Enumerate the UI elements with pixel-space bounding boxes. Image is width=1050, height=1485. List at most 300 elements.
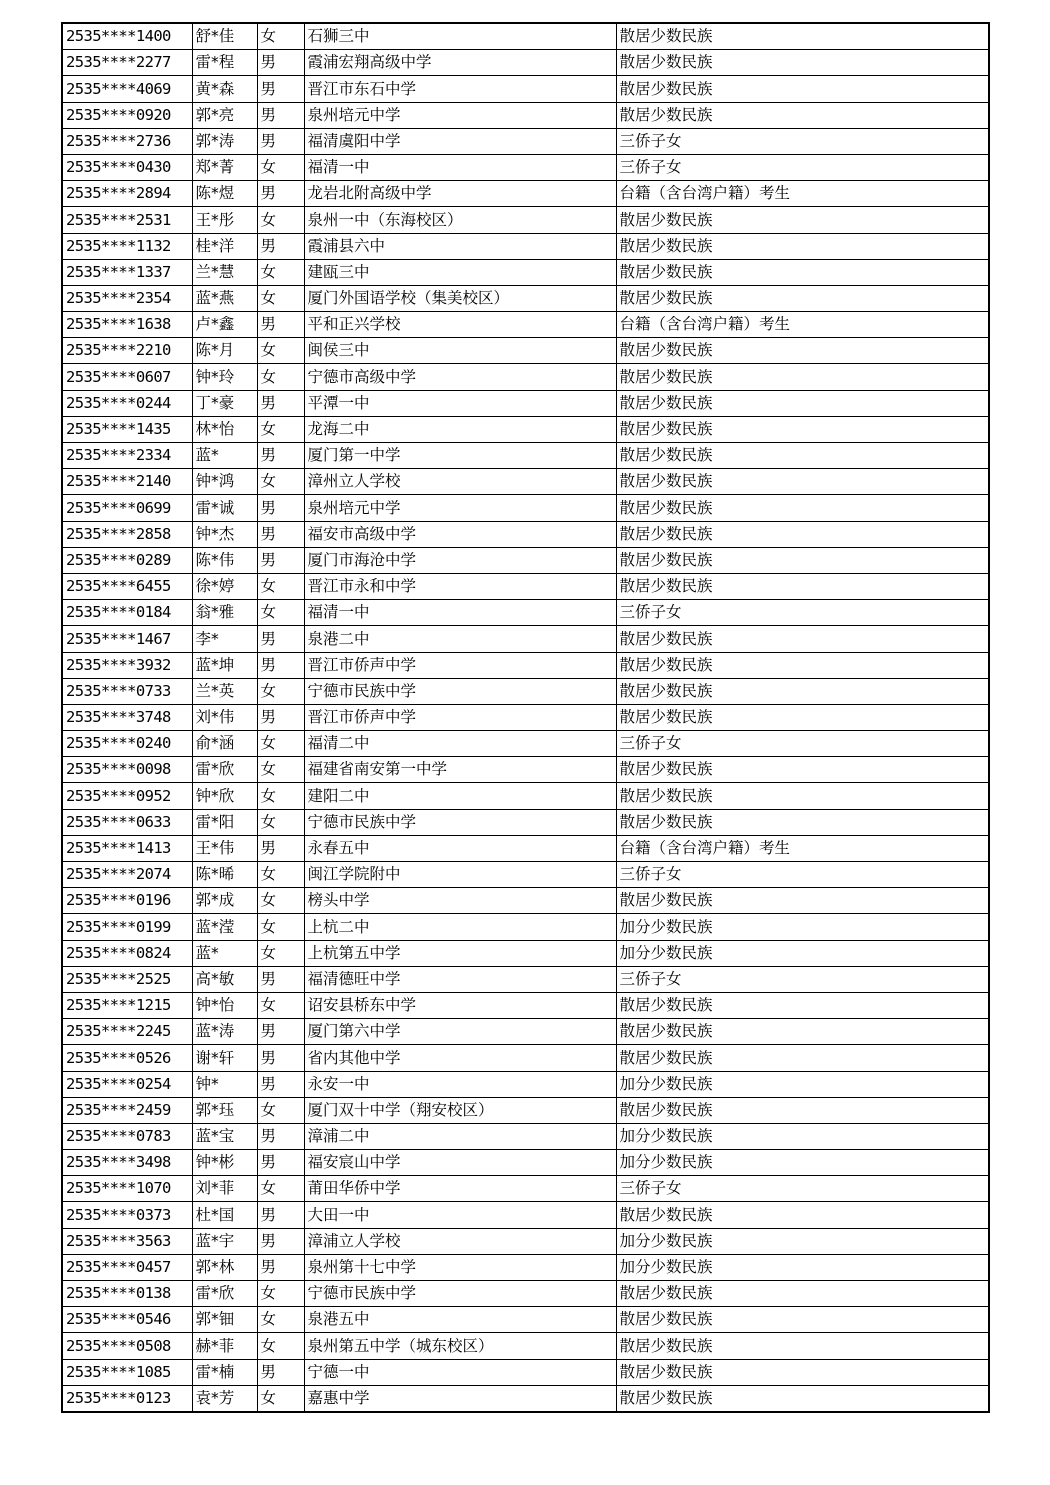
table-row — [62, 154, 989, 180]
category-cell: 三侨子女 — [616, 862, 989, 888]
school-cell: 厦门第一中学 — [304, 443, 616, 469]
table-row — [62, 1333, 989, 1359]
category-cell: 散居少数民族 — [616, 992, 989, 1018]
school-cell: 泉州培元中学 — [304, 102, 616, 128]
gender-cell: 男 — [257, 443, 304, 469]
name-cell: 陈*月 — [192, 338, 257, 364]
gender-cell: 女 — [257, 940, 304, 966]
gender-cell: 女 — [257, 1281, 304, 1307]
category-cell: 加分少数民族 — [616, 1123, 989, 1149]
school-cell: 宁德市高级中学 — [304, 364, 616, 390]
table-row — [62, 1045, 989, 1071]
gender-cell: 男 — [257, 547, 304, 573]
name-cell: 刘*菲 — [192, 1176, 257, 1202]
table-row — [62, 443, 989, 469]
name-cell: 兰*慧 — [192, 259, 257, 285]
category-cell: 散居少数民族 — [616, 757, 989, 783]
table-row — [62, 1281, 989, 1307]
table-row — [62, 1359, 989, 1385]
name-cell: 蓝*坤 — [192, 652, 257, 678]
table-row — [62, 783, 989, 809]
exam-id-cell: 2535****0508 — [62, 1333, 192, 1359]
name-cell: 蓝*宝 — [192, 1123, 257, 1149]
category-cell: 散居少数民族 — [616, 652, 989, 678]
exam-id-cell: 2535****2334 — [62, 443, 192, 469]
table-row — [62, 809, 989, 835]
school-cell: 泉州第十七中学 — [304, 1254, 616, 1280]
gender-cell: 女 — [257, 757, 304, 783]
name-cell: 兰*英 — [192, 678, 257, 704]
gender-cell: 女 — [257, 678, 304, 704]
gender-cell: 男 — [257, 626, 304, 652]
exam-id-cell: 2535****0138 — [62, 1281, 192, 1307]
table-row — [62, 888, 989, 914]
school-cell: 福清一中 — [304, 600, 616, 626]
school-cell: 平和正兴学校 — [304, 312, 616, 338]
category-cell: 散居少数民族 — [616, 521, 989, 547]
exam-id-cell: 2535****0526 — [62, 1045, 192, 1071]
table-row — [62, 1150, 989, 1176]
category-cell: 散居少数民族 — [616, 573, 989, 599]
gender-cell: 女 — [257, 416, 304, 442]
name-cell: 郭*成 — [192, 888, 257, 914]
gender-cell: 男 — [257, 652, 304, 678]
school-cell: 建阳二中 — [304, 783, 616, 809]
school-cell: 晋江市永和中学 — [304, 573, 616, 599]
category-cell: 散居少数民族 — [616, 547, 989, 573]
table-row — [62, 495, 989, 521]
school-cell: 闽侯三中 — [304, 338, 616, 364]
gender-cell: 男 — [257, 102, 304, 128]
category-cell: 散居少数民族 — [616, 338, 989, 364]
school-cell: 厦门外国语学校（集美校区） — [304, 285, 616, 311]
exam-id-cell: 2535****1400 — [62, 23, 192, 50]
exam-id-cell: 2535****1337 — [62, 259, 192, 285]
exam-id-cell: 2535****1085 — [62, 1359, 192, 1385]
gender-cell: 男 — [257, 1019, 304, 1045]
table-row — [62, 626, 989, 652]
exam-id-cell: 2535****0199 — [62, 914, 192, 940]
category-cell: 三侨子女 — [616, 731, 989, 757]
exam-id-cell: 2535****2074 — [62, 862, 192, 888]
name-cell: 钟*欣 — [192, 783, 257, 809]
school-cell: 莆田华侨中学 — [304, 1176, 616, 1202]
name-cell: 雷*诚 — [192, 495, 257, 521]
exam-id-cell: 2535****0952 — [62, 783, 192, 809]
gender-cell: 男 — [257, 1359, 304, 1385]
category-cell: 散居少数民族 — [616, 1359, 989, 1385]
school-cell: 诏安县桥东中学 — [304, 992, 616, 1018]
exam-id-cell: 2535****0920 — [62, 102, 192, 128]
name-cell: 雷*欣 — [192, 757, 257, 783]
exam-id-cell: 2535****0373 — [62, 1202, 192, 1228]
gender-cell: 男 — [257, 1228, 304, 1254]
exam-id-cell: 2535****1132 — [62, 233, 192, 259]
exam-id-cell: 2535****1413 — [62, 835, 192, 861]
school-cell: 泉州一中（东海校区） — [304, 207, 616, 233]
table-row — [62, 940, 989, 966]
exam-id-cell: 2535****3748 — [62, 704, 192, 730]
table-row — [62, 207, 989, 233]
exam-id-cell: 2535****0607 — [62, 364, 192, 390]
gender-cell: 女 — [257, 207, 304, 233]
table-row — [62, 23, 989, 50]
school-cell: 省内其他中学 — [304, 1045, 616, 1071]
gender-cell: 女 — [257, 888, 304, 914]
school-cell: 泉州第五中学（城东校区） — [304, 1333, 616, 1359]
exam-id-cell: 2535****1070 — [62, 1176, 192, 1202]
table-row — [62, 312, 989, 338]
table-row — [62, 600, 989, 626]
category-cell: 三侨子女 — [616, 966, 989, 992]
exam-id-cell: 2535****2245 — [62, 1019, 192, 1045]
school-cell: 福清德旺中学 — [304, 966, 616, 992]
gender-cell: 女 — [257, 783, 304, 809]
gender-cell: 男 — [257, 495, 304, 521]
gender-cell: 男 — [257, 128, 304, 154]
school-cell: 晋江市侨声中学 — [304, 704, 616, 730]
gender-cell: 女 — [257, 1333, 304, 1359]
gender-cell: 女 — [257, 338, 304, 364]
exam-id-cell: 2535****2459 — [62, 1097, 192, 1123]
table-row — [62, 181, 989, 207]
name-cell: 刘*伟 — [192, 704, 257, 730]
gender-cell: 女 — [257, 862, 304, 888]
name-cell: 王*彤 — [192, 207, 257, 233]
table-row — [62, 76, 989, 102]
exam-id-cell: 2535****2858 — [62, 521, 192, 547]
category-cell: 加分少数民族 — [616, 1254, 989, 1280]
category-cell: 三侨子女 — [616, 1176, 989, 1202]
category-cell: 散居少数民族 — [616, 1097, 989, 1123]
name-cell: 钟*玲 — [192, 364, 257, 390]
table-row — [62, 862, 989, 888]
name-cell: 雷*楠 — [192, 1359, 257, 1385]
school-cell: 霞浦宏翔高级中学 — [304, 50, 616, 76]
exam-id-cell: 2535****0196 — [62, 888, 192, 914]
school-cell: 龙岩北附高级中学 — [304, 181, 616, 207]
table-row — [62, 1202, 989, 1228]
name-cell: 钟* — [192, 1071, 257, 1097]
name-cell: 徐*婷 — [192, 573, 257, 599]
exam-id-cell: 2535****6455 — [62, 573, 192, 599]
gender-cell: 女 — [257, 285, 304, 311]
category-cell: 散居少数民族 — [616, 469, 989, 495]
name-cell: 王*伟 — [192, 835, 257, 861]
category-cell: 散居少数民族 — [616, 416, 989, 442]
category-cell: 散居少数民族 — [616, 1307, 989, 1333]
gender-cell: 女 — [257, 731, 304, 757]
category-cell: 散居少数民族 — [616, 1045, 989, 1071]
gender-cell: 男 — [257, 1123, 304, 1149]
roster-table — [61, 22, 990, 1413]
school-cell: 宁德市民族中学 — [304, 1281, 616, 1307]
table-row — [62, 469, 989, 495]
name-cell: 黄*森 — [192, 76, 257, 102]
gender-cell: 男 — [257, 1202, 304, 1228]
exam-id-cell: 2535****2277 — [62, 50, 192, 76]
table-row — [62, 1097, 989, 1123]
school-cell: 漳浦二中 — [304, 1123, 616, 1149]
school-cell: 泉港二中 — [304, 626, 616, 652]
gender-cell: 男 — [257, 966, 304, 992]
exam-id-cell: 2535****1215 — [62, 992, 192, 1018]
table-row — [62, 233, 989, 259]
gender-cell: 女 — [257, 1385, 304, 1412]
school-cell: 宁德一中 — [304, 1359, 616, 1385]
school-cell: 漳州立人学校 — [304, 469, 616, 495]
school-cell: 福安宸山中学 — [304, 1150, 616, 1176]
school-cell: 宁德市民族中学 — [304, 678, 616, 704]
table-row — [62, 652, 989, 678]
table-row — [62, 1019, 989, 1045]
table-row — [62, 1307, 989, 1333]
gender-cell: 男 — [257, 1254, 304, 1280]
name-cell: 蓝*滢 — [192, 914, 257, 940]
name-cell: 卢*鑫 — [192, 312, 257, 338]
name-cell: 杜*国 — [192, 1202, 257, 1228]
table-row — [62, 338, 989, 364]
gender-cell: 男 — [257, 521, 304, 547]
exam-id-cell: 2535****2140 — [62, 469, 192, 495]
exam-id-cell: 2535****0430 — [62, 154, 192, 180]
exam-id-cell: 2535****0699 — [62, 495, 192, 521]
category-cell: 散居少数民族 — [616, 443, 989, 469]
table-row — [62, 1071, 989, 1097]
gender-cell: 女 — [257, 914, 304, 940]
name-cell: 郑*菁 — [192, 154, 257, 180]
school-cell: 福安市高级中学 — [304, 521, 616, 547]
exam-id-cell: 2535****2531 — [62, 207, 192, 233]
gender-cell: 女 — [257, 364, 304, 390]
exam-id-cell: 2535****0098 — [62, 757, 192, 783]
exam-id-cell: 2535****0783 — [62, 1123, 192, 1149]
school-cell: 上杭第五中学 — [304, 940, 616, 966]
category-cell: 散居少数民族 — [616, 364, 989, 390]
exam-id-cell: 2535****0633 — [62, 809, 192, 835]
gender-cell: 女 — [257, 1097, 304, 1123]
category-cell: 散居少数民族 — [616, 888, 989, 914]
category-cell: 散居少数民族 — [616, 102, 989, 128]
category-cell: 散居少数民族 — [616, 1385, 989, 1412]
category-cell: 散居少数民族 — [616, 626, 989, 652]
category-cell: 台籍（含台湾户籍）考生 — [616, 312, 989, 338]
school-cell: 厦门第六中学 — [304, 1019, 616, 1045]
table-row — [62, 285, 989, 311]
gender-cell: 男 — [257, 1071, 304, 1097]
category-cell: 散居少数民族 — [616, 285, 989, 311]
table-row — [62, 966, 989, 992]
table-row — [62, 390, 989, 416]
gender-cell: 女 — [257, 154, 304, 180]
exam-id-cell: 2535****0289 — [62, 547, 192, 573]
exam-id-cell: 2535****0254 — [62, 1071, 192, 1097]
roster-body — [62, 23, 989, 1412]
school-cell: 霞浦县六中 — [304, 233, 616, 259]
gender-cell: 女 — [257, 809, 304, 835]
name-cell: 陈*伟 — [192, 547, 257, 573]
gender-cell: 男 — [257, 1150, 304, 1176]
category-cell: 散居少数民族 — [616, 1019, 989, 1045]
category-cell: 加分少数民族 — [616, 940, 989, 966]
gender-cell: 男 — [257, 704, 304, 730]
table-row — [62, 704, 989, 730]
name-cell: 钟*怡 — [192, 992, 257, 1018]
exam-id-cell: 2535****1467 — [62, 626, 192, 652]
school-cell: 福清虞阳中学 — [304, 128, 616, 154]
name-cell: 郭*涛 — [192, 128, 257, 154]
category-cell: 散居少数民族 — [616, 50, 989, 76]
exam-id-cell: 2535****0824 — [62, 940, 192, 966]
category-cell: 散居少数民族 — [616, 1202, 989, 1228]
school-cell: 泉州培元中学 — [304, 495, 616, 521]
category-cell: 散居少数民族 — [616, 23, 989, 50]
school-cell: 永春五中 — [304, 835, 616, 861]
category-cell: 散居少数民族 — [616, 207, 989, 233]
table-row — [62, 259, 989, 285]
name-cell: 郭*林 — [192, 1254, 257, 1280]
school-cell: 嘉惠中学 — [304, 1385, 616, 1412]
table-row — [62, 102, 989, 128]
category-cell: 三侨子女 — [616, 600, 989, 626]
category-cell: 散居少数民族 — [616, 783, 989, 809]
school-cell: 榜头中学 — [304, 888, 616, 914]
exam-id-cell: 2535****3498 — [62, 1150, 192, 1176]
school-cell: 福清二中 — [304, 731, 616, 757]
gender-cell: 女 — [257, 23, 304, 50]
name-cell: 雷*程 — [192, 50, 257, 76]
table-row — [62, 521, 989, 547]
gender-cell: 女 — [257, 573, 304, 599]
table-row — [62, 128, 989, 154]
name-cell: 蓝* — [192, 443, 257, 469]
name-cell: 丁*豪 — [192, 390, 257, 416]
gender-cell: 男 — [257, 50, 304, 76]
name-cell: 陈*晞 — [192, 862, 257, 888]
category-cell: 散居少数民族 — [616, 233, 989, 259]
table-row — [62, 50, 989, 76]
exam-id-cell: 2535****2210 — [62, 338, 192, 364]
exam-id-cell: 2535****0240 — [62, 731, 192, 757]
name-cell: 林*怡 — [192, 416, 257, 442]
table-row — [62, 757, 989, 783]
name-cell: 李* — [192, 626, 257, 652]
school-cell: 闽江学院附中 — [304, 862, 616, 888]
name-cell: 蓝*宇 — [192, 1228, 257, 1254]
gender-cell: 男 — [257, 312, 304, 338]
school-cell: 龙海二中 — [304, 416, 616, 442]
table-row — [62, 547, 989, 573]
name-cell: 郭*钿 — [192, 1307, 257, 1333]
table-row — [62, 416, 989, 442]
school-cell: 大田一中 — [304, 1202, 616, 1228]
table-row — [62, 1385, 989, 1412]
table-row — [62, 1176, 989, 1202]
gender-cell: 女 — [257, 1176, 304, 1202]
category-cell: 散居少数民族 — [616, 1281, 989, 1307]
category-cell: 散居少数民族 — [616, 809, 989, 835]
table-row — [62, 364, 989, 390]
category-cell: 散居少数民族 — [616, 390, 989, 416]
school-cell: 漳浦立人学校 — [304, 1228, 616, 1254]
category-cell: 加分少数民族 — [616, 1150, 989, 1176]
gender-cell: 男 — [257, 76, 304, 102]
category-cell: 散居少数民族 — [616, 1333, 989, 1359]
gender-cell: 女 — [257, 1307, 304, 1333]
gender-cell: 男 — [257, 390, 304, 416]
exam-id-cell: 2535****0244 — [62, 390, 192, 416]
gender-cell: 男 — [257, 233, 304, 259]
gender-cell: 女 — [257, 992, 304, 1018]
name-cell: 袁*芳 — [192, 1385, 257, 1412]
name-cell: 高*敏 — [192, 966, 257, 992]
exam-id-cell: 2535****4069 — [62, 76, 192, 102]
school-cell: 福清一中 — [304, 154, 616, 180]
exam-id-cell: 2535****0184 — [62, 600, 192, 626]
category-cell: 台籍（含台湾户籍）考生 — [616, 181, 989, 207]
exam-id-cell: 2535****0457 — [62, 1254, 192, 1280]
category-cell: 加分少数民族 — [616, 914, 989, 940]
category-cell: 加分少数民族 — [616, 1071, 989, 1097]
category-cell: 散居少数民族 — [616, 495, 989, 521]
gender-cell: 女 — [257, 469, 304, 495]
school-cell: 平潭一中 — [304, 390, 616, 416]
gender-cell: 男 — [257, 835, 304, 861]
name-cell: 俞*涵 — [192, 731, 257, 757]
name-cell: 雷*阳 — [192, 809, 257, 835]
exam-id-cell: 2535****1435 — [62, 416, 192, 442]
table-row — [62, 914, 989, 940]
school-cell: 厦门市海沧中学 — [304, 547, 616, 573]
exam-id-cell: 2535****2894 — [62, 181, 192, 207]
name-cell: 郭*珏 — [192, 1097, 257, 1123]
table-row — [62, 1254, 989, 1280]
school-cell: 泉港五中 — [304, 1307, 616, 1333]
school-cell: 福建省南安第一中学 — [304, 757, 616, 783]
category-cell: 散居少数民族 — [616, 76, 989, 102]
name-cell: 郭*亮 — [192, 102, 257, 128]
gender-cell: 女 — [257, 600, 304, 626]
table-row — [62, 1228, 989, 1254]
table-row — [62, 731, 989, 757]
exam-id-cell: 2535****2354 — [62, 285, 192, 311]
category-cell: 散居少数民族 — [616, 678, 989, 704]
roster-sheet — [61, 22, 988, 1413]
category-cell: 台籍（含台湾户籍）考生 — [616, 835, 989, 861]
school-cell: 建瓯三中 — [304, 259, 616, 285]
exam-id-cell: 2535****3932 — [62, 652, 192, 678]
name-cell: 舒*佳 — [192, 23, 257, 50]
exam-id-cell: 2535****2525 — [62, 966, 192, 992]
exam-id-cell: 2535****0123 — [62, 1385, 192, 1412]
table-row — [62, 1123, 989, 1149]
name-cell: 桂*洋 — [192, 233, 257, 259]
exam-id-cell: 2535****0733 — [62, 678, 192, 704]
name-cell: 陈*煜 — [192, 181, 257, 207]
category-cell: 三侨子女 — [616, 154, 989, 180]
name-cell: 钟*杰 — [192, 521, 257, 547]
exam-id-cell: 2535****3563 — [62, 1228, 192, 1254]
school-cell: 厦门双十中学（翔安校区） — [304, 1097, 616, 1123]
category-cell: 加分少数民族 — [616, 1228, 989, 1254]
table-row — [62, 573, 989, 599]
exam-id-cell: 2535****2736 — [62, 128, 192, 154]
category-cell: 散居少数民族 — [616, 704, 989, 730]
category-cell: 三侨子女 — [616, 128, 989, 154]
name-cell: 翁*雅 — [192, 600, 257, 626]
name-cell: 雷*欣 — [192, 1281, 257, 1307]
exam-id-cell: 2535****0546 — [62, 1307, 192, 1333]
